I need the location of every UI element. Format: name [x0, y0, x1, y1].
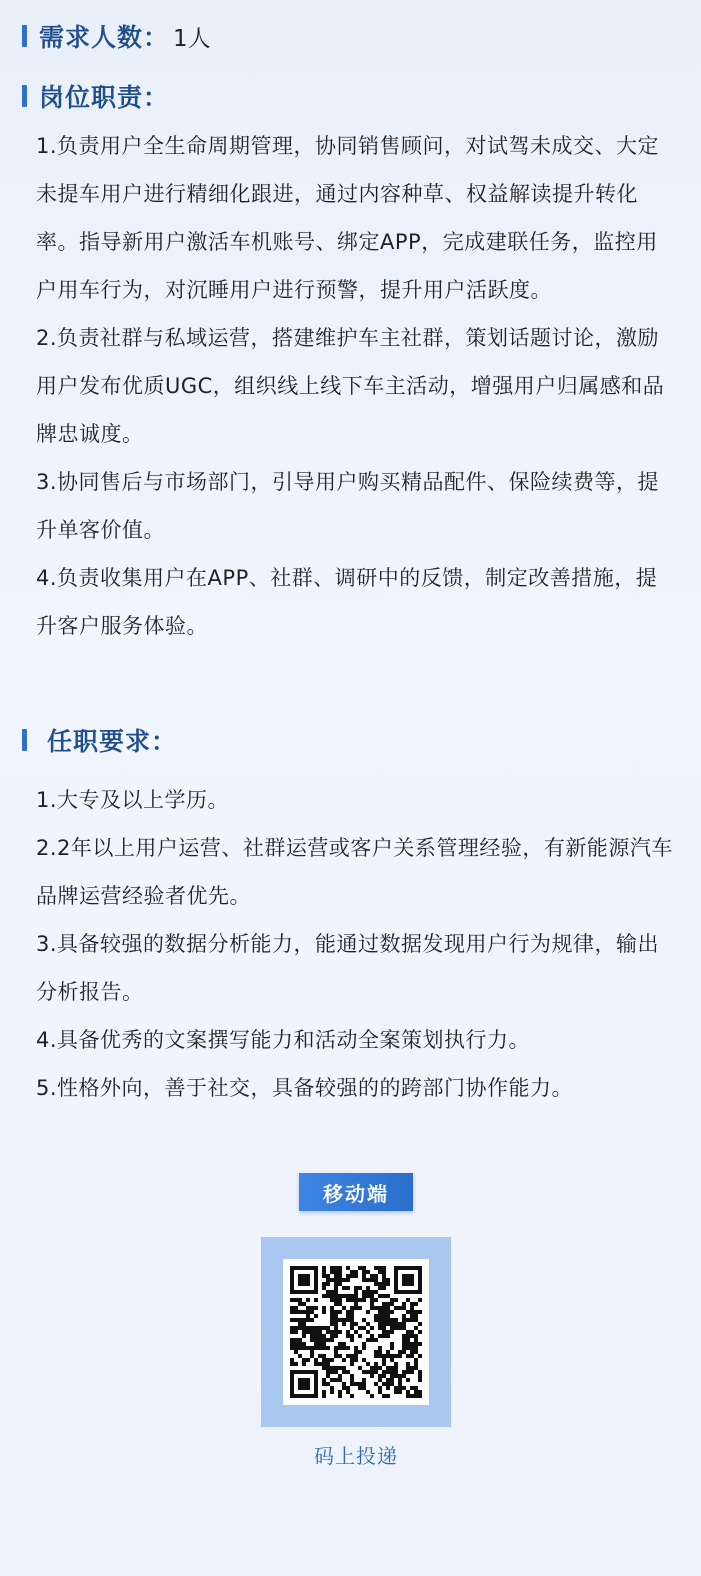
duties-title: 岗位职责：: [39, 83, 170, 112]
mobile-tag: 移动端: [299, 1173, 413, 1211]
heading-accent-bar: [22, 25, 27, 47]
duty-item: 3.协同售后与市场部门，引导用户购买精品配件、保险续费等，提升单客价值。: [36, 470, 660, 542]
duty-item: 2.负责社群与私域运营，搭建维护车主社群，策划话题讨论，激励用户发布优质UGC，组织线上线下车主活动，增强用户归属感和品牌忠诚度。: [36, 326, 665, 446]
requirements-title: 任职要求：: [47, 727, 178, 756]
duty-item: 1.负责用户全生命周期管理，协同销售顾问，对试驾未成交、大定未提车用户进行精细化跟进，通过内容种草、权益解读提升转化率。指导新用户激活车机账号、绑定APP，完成建联任务，监控用户用车行为，对沉睡用户进行预警，提升用户活跃度。: [36, 134, 660, 302]
heading-accent-bar: [22, 85, 27, 107]
requirement-item: 3.具备较强的数据分析能力，能通过数据发现用户行为规律，输出分析报告。: [36, 932, 660, 1004]
requirements-list: [36, 776, 676, 1112]
headcount-heading: [22, 18, 211, 54]
requirements-heading: [22, 722, 177, 758]
headcount-label: 需求人数：: [39, 23, 170, 52]
headcount-value: 1人: [173, 25, 211, 52]
requirement-item: 4.具备优秀的文案撰写能力和活动全案策划执行力。: [36, 1028, 531, 1052]
qr-frame[interactable]: [261, 1237, 451, 1427]
qr-caption: 码上投递: [314, 1444, 398, 1468]
requirement-item: 2.2年以上用户运营、社群运营或客户关系管理经验，有新能源汽车品牌运营经验者优先。: [36, 836, 673, 908]
heading-accent-bar: [22, 729, 27, 751]
duties-list: [36, 122, 676, 650]
requirement-item: 5.性格外向，善于社交，具备较强的的跨部门协作能力。: [36, 1076, 574, 1100]
qr-code-icon[interactable]: [283, 1259, 429, 1405]
duty-item: 4.负责收集用户在APP、社群、调研中的反馈，制定改善措施，提升客户服务体验。: [36, 566, 658, 638]
duties-heading: [22, 78, 169, 114]
requirement-item: 1.大专及以上学历。: [36, 788, 230, 812]
